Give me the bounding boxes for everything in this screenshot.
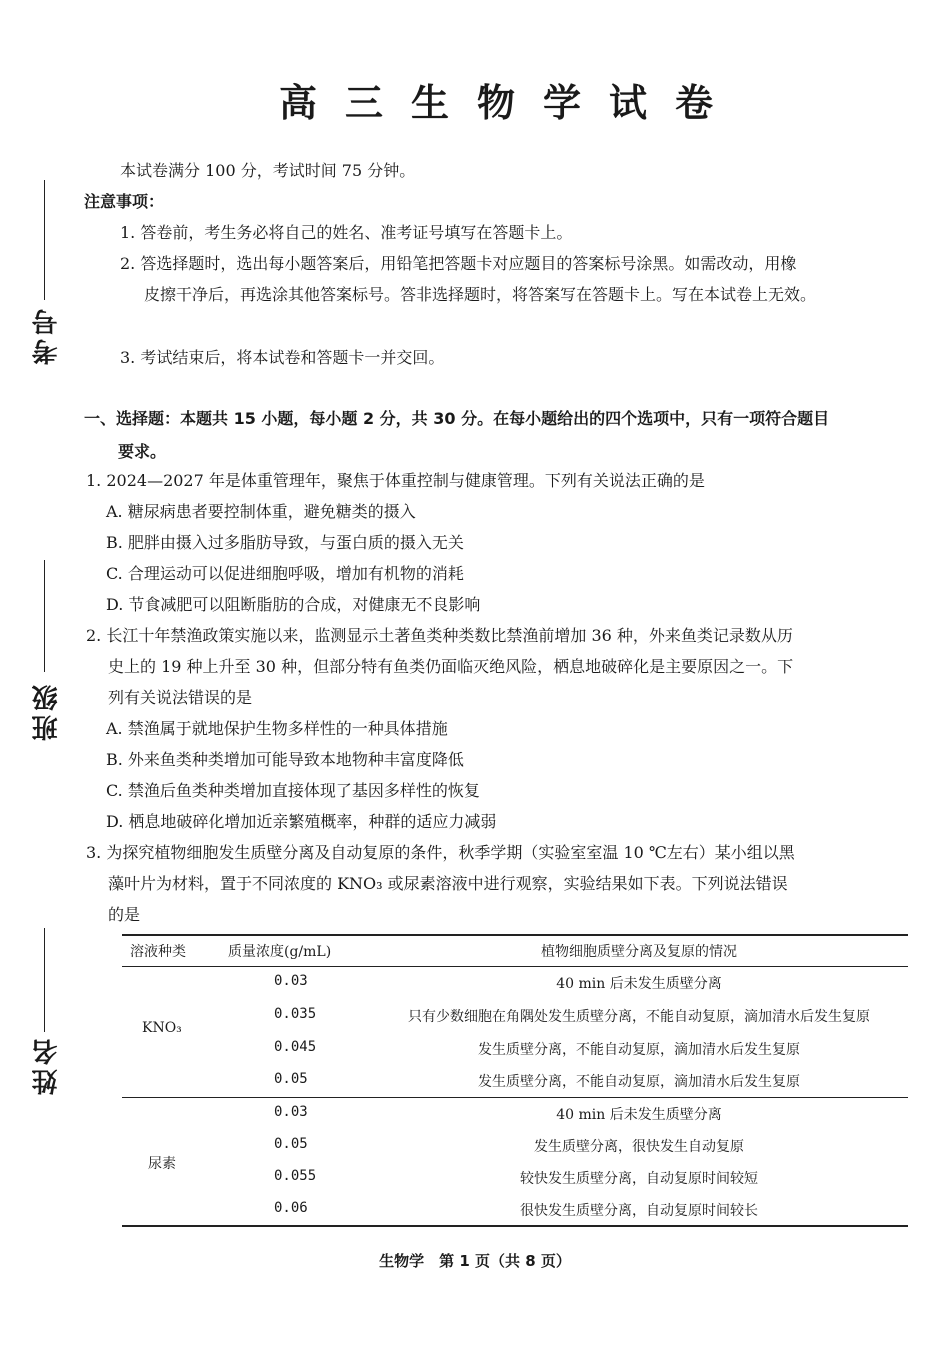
table-cell-concentration: 0.03 xyxy=(274,973,308,989)
table-cell-result: 发生质壁分离，不能自动复原，滴加清水后发生复原 xyxy=(478,1074,800,1090)
table-group-solution: 尿素 xyxy=(148,1156,176,1172)
section-heading-continued: 要求。 xyxy=(118,442,167,461)
table-cell-result: 发生质壁分离，很快发生自动复原 xyxy=(534,1139,744,1155)
question-2-stem: 2. 长江十年禁渔政策实施以来，监测显示土著鱼类种类数比禁渔前增加 36 种，外来鱼类记录数从历 xyxy=(86,626,793,645)
side-field-exam-number xyxy=(20,180,70,370)
notice-item xyxy=(120,248,920,310)
question-2-option-c: C. 禁渔后鱼类种类增加直接体现了基因多样性的恢复 xyxy=(106,781,480,800)
table-group-rule xyxy=(122,1097,908,1098)
section-heading xyxy=(84,402,924,468)
question-1-option-c: C. 合理运动可以促进细胞呼吸，增加有机物的消耗 xyxy=(106,564,464,583)
question-3-stem-continued: 藻叶片为材料，置于不同浓度的 KNO₃ 或尿素溶液中进行观察，实验结果如下表。下列说法错误 xyxy=(108,874,788,893)
question-2-stem-continued: 列有关说法错误的是 xyxy=(108,688,253,707)
table-header-concentration: 质量浓度(g/mL) xyxy=(228,944,332,960)
table-cell-result: 较快发生质壁分离，自动复原时间较短 xyxy=(520,1171,758,1187)
table-header-solution: 溶液种类 xyxy=(130,944,186,960)
question-1-option-b: B. 肥胖由摄入过多脂肪导致，与蛋白质的摄入无关 xyxy=(106,533,464,552)
notice-item xyxy=(120,217,920,248)
table-cell-concentration: 0.055 xyxy=(274,1168,317,1184)
notice-item xyxy=(120,342,920,373)
table-cell-result: 40 min 后未发生质壁分离 xyxy=(556,1107,722,1123)
name-label: 姓名 xyxy=(32,1035,62,1095)
notice-text: 2. 答选择题时，选出每小题答案后，用铅笔把答题卡对应题目的答案标号涂黑。如需改动，用橡 xyxy=(120,254,797,273)
exam-number-label: 考号 xyxy=(32,305,62,365)
question-3-stem: 3. 为探究植物细胞发生质壁分离及自动复原的条件，秋季学期（实验室室温 10 ℃左右）某小组以黑 xyxy=(86,843,795,862)
table-cell-concentration: 0.035 xyxy=(274,1006,317,1022)
side-field-class xyxy=(20,560,70,750)
notice-heading: 注意事项： xyxy=(84,192,165,211)
page-footer: 生物学 第 1 页（共 8 页） xyxy=(379,1252,571,1270)
exam-intro: 本试卷满分 100 分，考试时间 75 分钟。 xyxy=(120,161,416,180)
notice-text: 3. 考试结束后，将本试卷和答题卡一并交回。 xyxy=(120,348,445,367)
table-cell-result: 40 min 后未发生质壁分离 xyxy=(556,976,722,992)
table-bottom-rule xyxy=(122,1225,908,1227)
class-label: 班级 xyxy=(32,681,62,741)
question-1-option-d: D. 节食减肥可以阻断脂肪的合成，对健康无不良影响 xyxy=(106,595,481,614)
table-header-rule xyxy=(122,966,908,967)
notice-text-continued: 皮擦干净后，再选涂其他答案标号。答非选择题时，将答案写在答题卡上。写在本试卷上无效。 xyxy=(144,285,817,304)
table-header-result: 植物细胞质壁分离及复原的情况 xyxy=(541,944,737,960)
question-2-stem-continued: 史上的 19 种上升至 30 种，但部分特有鱼类仍面临灭绝风险，栖息地破碎化是主要原因之一。下 xyxy=(108,657,794,676)
name-line xyxy=(44,928,45,1032)
side-field-name xyxy=(20,928,70,1098)
table-cell-concentration: 0.06 xyxy=(274,1200,308,1216)
question-1-option-a: A. 糖尿病患者要控制体重，避免糖类的摄入 xyxy=(106,502,416,521)
question-2-option-d: D. 栖息地破碎化增加近亲繁殖概率，种群的适应力减弱 xyxy=(106,812,497,831)
table-cell-result: 很快发生质壁分离，自动复原时间较长 xyxy=(520,1203,758,1219)
table-cell-result: 只有少数细胞在角隅处发生质壁分离，不能自动复原，滴加清水后发生复原 xyxy=(408,1009,870,1025)
table-cell-concentration: 0.045 xyxy=(274,1039,317,1055)
exam-number-line xyxy=(44,180,45,300)
table-cell-concentration: 0.05 xyxy=(274,1071,308,1087)
question-3-stem-continued: 的是 xyxy=(108,905,141,924)
question-1-stem: 1. 2024—2027 年是体重管理年，聚焦于体重控制与健康管理。下列有关说法正确的是 xyxy=(86,471,705,490)
question-2-option-a: A. 禁渔属于就地保护生物多样性的一种具体措施 xyxy=(106,719,448,738)
table-group-solution: KNO₃ xyxy=(142,1020,182,1036)
table-cell-concentration: 0.03 xyxy=(274,1104,308,1120)
notice-text: 1. 答卷前，考生务必将自己的姓名、准考证号填写在答题卡上。 xyxy=(120,223,573,242)
table-top-rule xyxy=(122,934,908,936)
page-title: 高三生物学试卷 xyxy=(278,81,741,125)
table-cell-concentration: 0.05 xyxy=(274,1136,308,1152)
question-2-option-b: B. 外来鱼类种类增加可能导致本地物种丰富度降低 xyxy=(106,750,464,769)
section-heading-text: 一、选择题：本题共 15 小题，每小题 2 分，共 30 分。在每小题给出的四个选项中，只有一项符合题目 xyxy=(84,409,830,428)
table-cell-result: 发生质壁分离，不能自动复原，滴加清水后发生复原 xyxy=(478,1042,800,1058)
class-line xyxy=(44,560,45,672)
